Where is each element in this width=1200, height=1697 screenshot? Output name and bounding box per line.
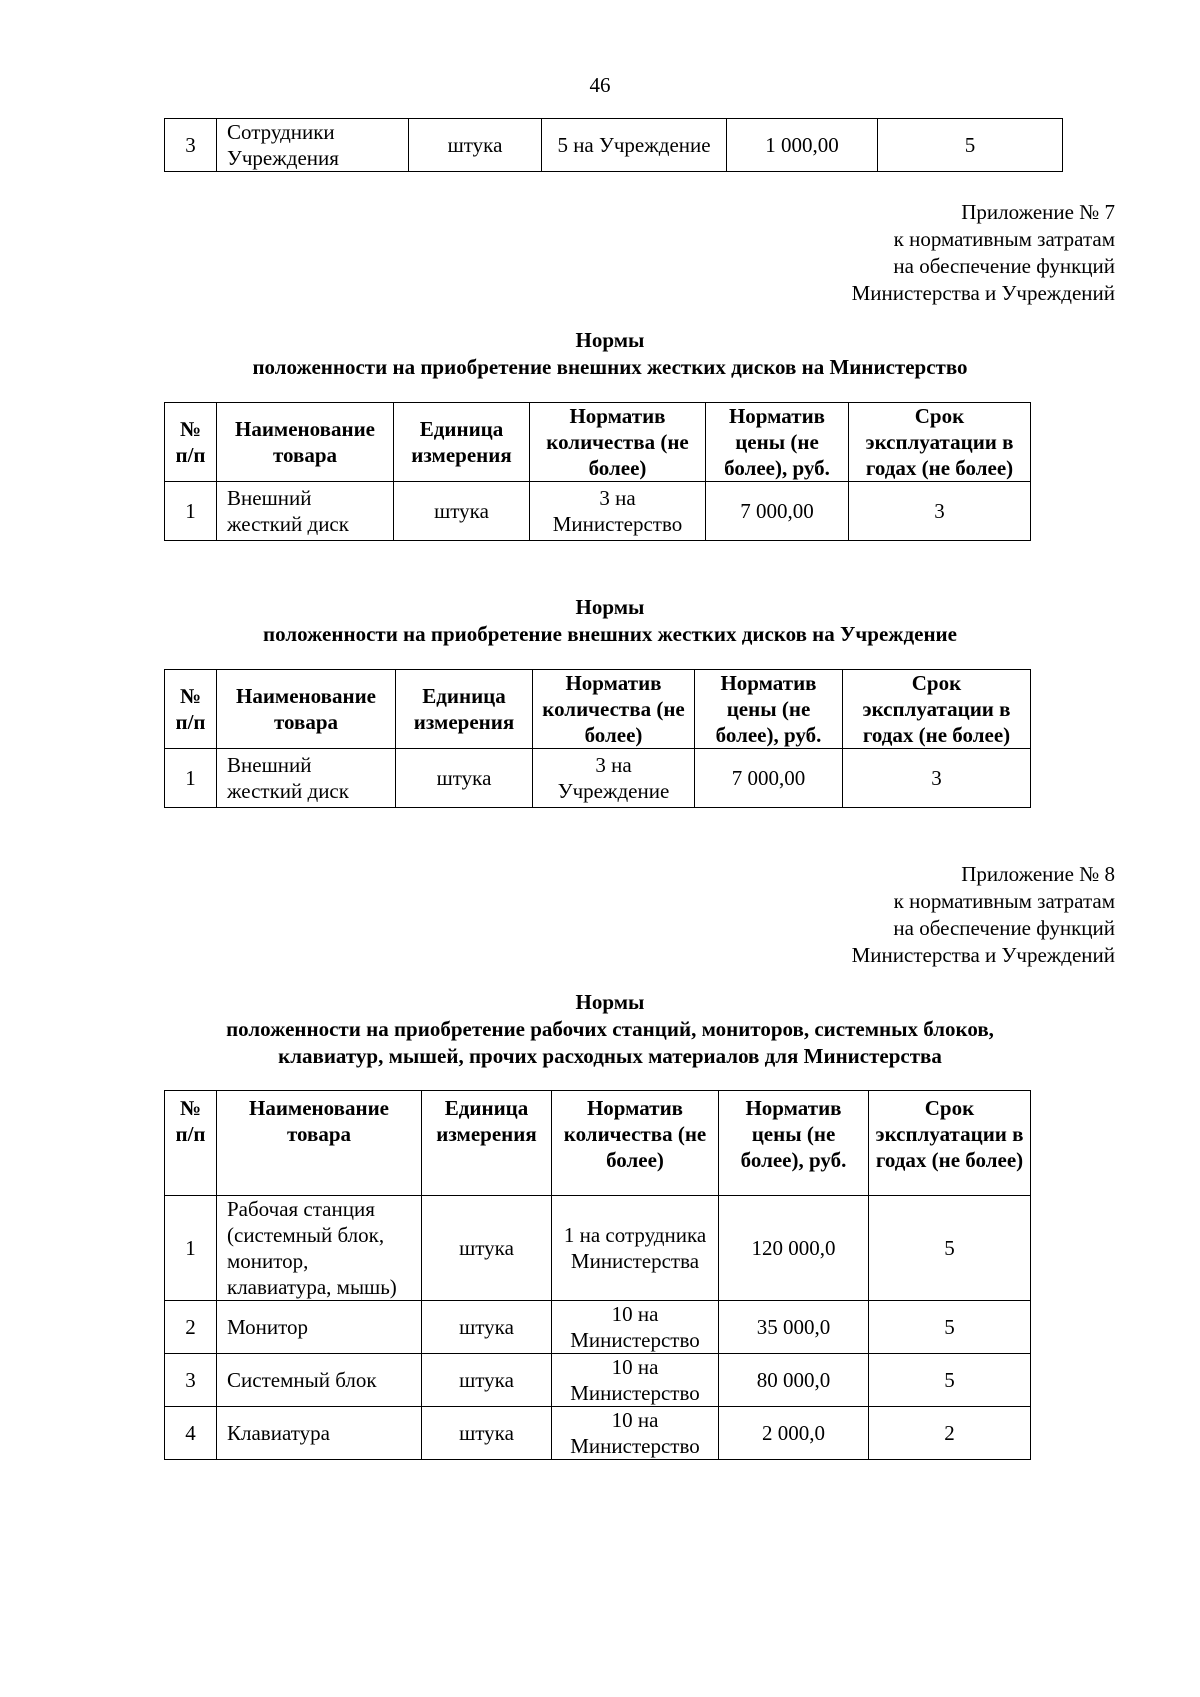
appendix-8-caption: Приложение № 8 к нормативным затратам на обеспечение функций Министерства и Учреждений: [851, 862, 1115, 967]
institution-disks-table: [164, 669, 1031, 808]
table-row: 1 Рабочая станция (системный блок, монитор, клавиатура, мышь) штука 1 на сотрудника Министерства 120 000,0 5: [165, 1196, 1031, 1301]
ministry-disks-table: [164, 402, 1031, 541]
table-header-row: № п/п Наименование товара Единица измерения Норматив количества (не более) Норматив цены (не более), руб. Срок эксплуатации в годах (не более): [165, 1091, 1031, 1196]
item-unit: штука: [409, 119, 542, 172]
table-row: [165, 119, 1063, 172]
item-term: 5: [878, 119, 1063, 172]
table-header-row: № п/п Наименование товара Единица измерения Норматив количества (не более) Норматив цены (не более), руб. Срок эксплуатации в годах (не более): [165, 670, 1031, 749]
item-price: 1 000,00: [727, 119, 878, 172]
ministry-disks-heading: Нормы положенности на приобретение внешних жестких дисков на Министерство: [252, 328, 968, 379]
table-row: 1 Внешний жесткий диск штука 3 на Министерство 7 000,00 3: [165, 482, 1031, 541]
item-quantity: 5 на Учреждение: [542, 119, 727, 172]
table-row: 1 Внешний жесткий диск штука 3 на Учреждение 7 000,00 3: [165, 749, 1031, 808]
table-row: 3 Системный блок штука 10 на Министерство 80 000,0 5: [165, 1354, 1031, 1407]
appendix-7-caption: Приложение № 7 к нормативным затратам на обеспечение функций Министерства и Учреждений: [851, 200, 1115, 305]
table-header-row: № п/п Наименование товара Единица измерения Норматив количества (не более) Норматив цены (не более), руб. Срок эксплуатации в годах (не более): [165, 403, 1031, 482]
row-number: 3: [165, 119, 217, 172]
continuation-table: [164, 118, 1063, 172]
item-name: Сотрудники Учреждения: [217, 119, 409, 172]
page-number: 46: [589, 73, 611, 97]
table-row: 2 Монитор штука 10 на Министерство 35 000,0 5: [165, 1301, 1031, 1354]
institution-disks-heading: Нормы положенности на приобретение внешних жестких дисков на Учреждение: [263, 595, 957, 646]
workstations-table: [164, 1090, 1031, 1460]
workstations-heading: Нормы положенности на приобретение рабочих станций, мониторов, системных блоков, клавиатур, мышей, прочих расходных материалов для Министерства: [226, 990, 994, 1068]
table-row: 4 Клавиатура штука 10 на Министерство 2 000,0 2: [165, 1407, 1031, 1460]
